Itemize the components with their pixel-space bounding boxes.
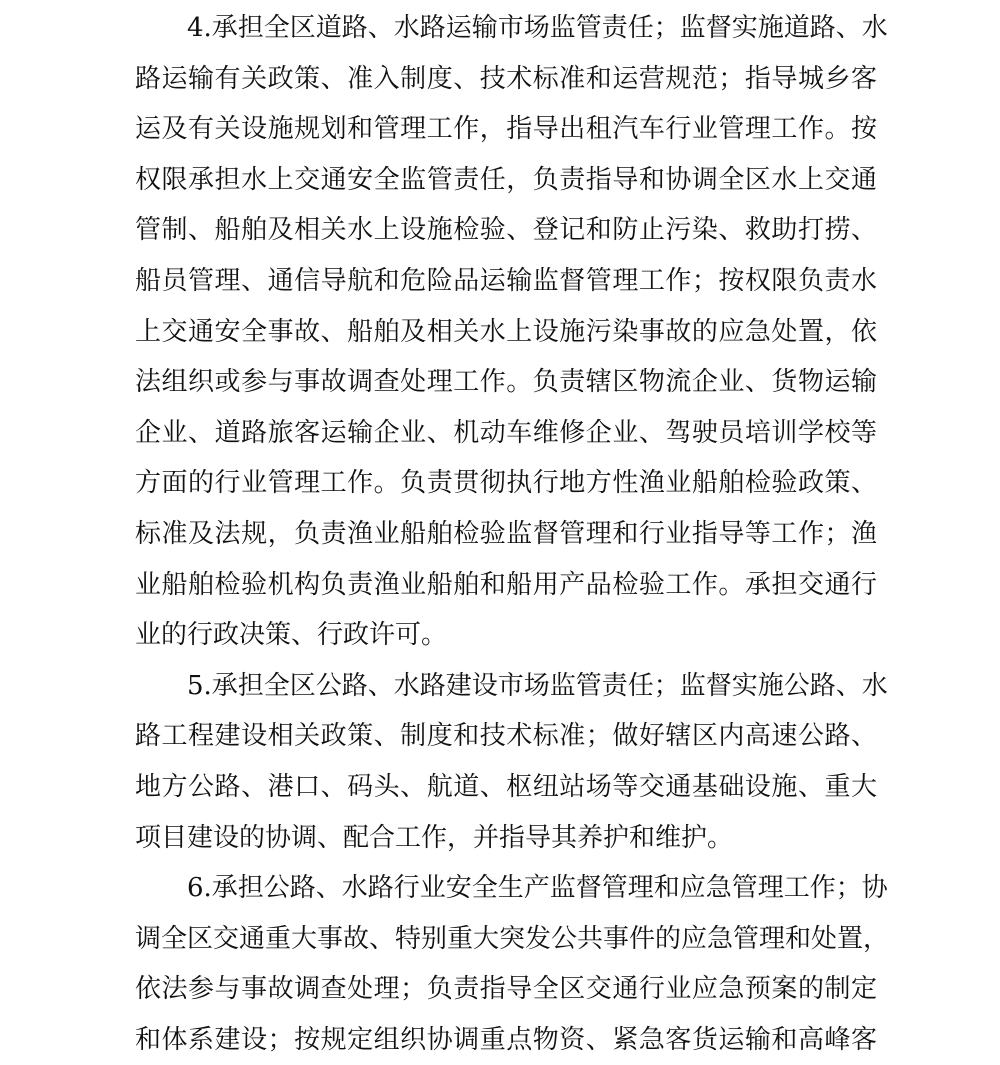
text-line: 企业、道路旅客运输企业、机动车维修企业、驾驶员培训学校等 <box>135 417 877 448</box>
text-line: 权限承担水上交通安全监管责任，负责指导和协调全区水上交通 <box>135 164 877 195</box>
text-line: 路工程建设相关政策、制度和技术标准；做好辖区内高速公路、 <box>135 721 877 752</box>
text-line: 运及有关设施规划和管理工作，指导出租汽车行业管理工作。按 <box>135 114 877 145</box>
text-line: 法组织或参与事故调查处理工作。负责辖区物流企业、货物运输 <box>135 367 877 398</box>
text-line: 6.承担公路、水路行业安全生产监督管理和应急管理工作；协 <box>187 873 888 904</box>
text-line: 和体系建设；按规定组织协调重点物资、紧急客货运输和高峰客 <box>135 1024 877 1055</box>
text-line: 路运输有关政策、准入制度、技术标准和运营规范；指导城乡客 <box>135 63 877 94</box>
text-line: 管制、船舶及相关水上设施检验、登记和防止污染、救助打捞、 <box>135 215 877 246</box>
text-line: 项目建设的协调、配合工作，并指导其养护和维护。 <box>135 822 734 853</box>
text-line: 4.承担全区道路、水路运输市场监管责任；监督实施道路、水 <box>187 13 888 43</box>
text-line: 地方公路、港口、码头、航道、枢纽站场等交通基础设施、重大 <box>135 771 877 802</box>
text-line: 船员管理、通信导航和危险品运输监督管理工作；按权限负责水 <box>135 265 877 296</box>
paragraph-6 <box>135 863 890 1065</box>
text-line: 5.承担全区公路、水路建设市场监管责任；监督实施公路、水 <box>187 670 888 701</box>
text-line: 方面的行业管理工作。负责贯彻执行地方性渔业船舶检验政策、 <box>135 468 877 499</box>
text-line: 上交通安全事故、船舶及相关水上设施污染事故的应急处置，依 <box>135 316 877 347</box>
paragraph-5 <box>135 661 888 863</box>
text-line: 依法参与事故调查处理；负责指导全区交通行业应急预案的制定 <box>135 974 877 1005</box>
paragraph-4 <box>135 3 888 661</box>
text-line: 调全区交通重大事故、特别重大突发公共事件的应急管理和处置， <box>135 923 890 954</box>
text-line: 业船舶检验机构负责渔业船舶和船用产品检验工作。承担交通行 <box>135 569 877 600</box>
text-line: 标准及法规，负责渔业船舶检验监督管理和行业指导等工作；渔 <box>135 518 877 549</box>
document-page <box>135 3 890 1065</box>
text-line: 业的行政决策、行政许可。 <box>135 620 448 651</box>
